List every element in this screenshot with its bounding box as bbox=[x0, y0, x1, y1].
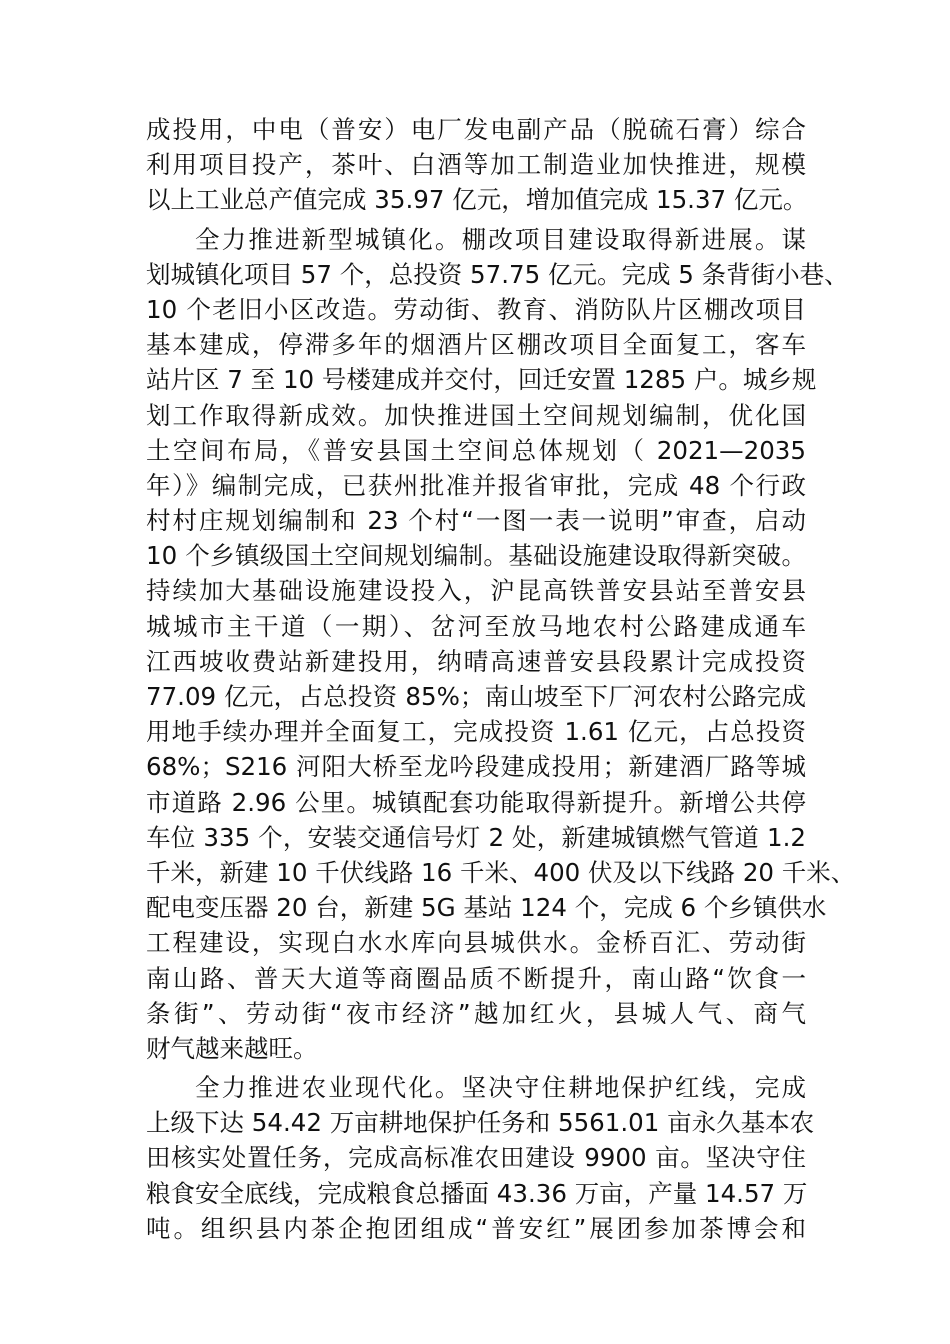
text-line: 土空间布局，《普安县国土空间总体规划（ 2021—2035 bbox=[146, 435, 806, 465]
text-line: 利用项目投产，茶叶、白酒等加工制造业加快推进，规模 bbox=[146, 150, 806, 180]
text-line: 全力推进新型城镇化。棚改项目建设取得新进展。谋 bbox=[195, 224, 806, 254]
text-line: 上级下达 54.42 万亩耕地保护任务和 5561.01 亩永久基本农 bbox=[146, 1108, 815, 1138]
text-line: 站片区 7 至 10 号楼建成并交付，回迁安置 1285 户。城乡规 bbox=[146, 365, 817, 395]
text-line: 条街”、劳动街“夜市经济”越加红火，县城人气、商气 bbox=[146, 998, 806, 1028]
paragraph-urbanization bbox=[146, 222, 856, 1067]
text-line: 田核实处置任务，完成高标准农田建设 9900 亩。坚决守住 bbox=[146, 1143, 806, 1173]
text-line: 划城镇化项目 57 个，总投资 57.75 亿元。完成 5 条背街小巷、 bbox=[146, 259, 849, 289]
text-line: 千米，新建 10 千伏线路 16 千米、400 伏及以下线路 20 千米、 bbox=[146, 857, 856, 887]
text-line: 基本建成，停滞多年的烟酒片区棚改项目全面复工，客车 bbox=[146, 330, 806, 360]
text-line: 68%；S216 河阳大桥至龙吟段建成投用；新建酒厂路等城 bbox=[146, 752, 806, 782]
text-line: 南山路、普天大道等商圈品质不断提升，南山路“饮食一 bbox=[146, 963, 806, 993]
paragraph-agriculture bbox=[146, 1070, 815, 1246]
text-line: 划工作取得新成效。加快推进国土空间规划编制，优化国 bbox=[146, 400, 806, 430]
text-line: 市道路 2.96 公里。城镇配套功能取得新提升。新增公共停 bbox=[146, 787, 806, 817]
text-line: 持续加大基础设施建设投入，沪昆高铁普安县站至普安县 bbox=[146, 576, 806, 606]
text-line: 城城市主干道（一期）、岔河至放马地农村公路建成通车 bbox=[146, 611, 806, 641]
text-line: 工程建设，实现白水水库向县城供水。金桥百汇、劳动街 bbox=[146, 928, 806, 958]
text-line: 10 个老旧小区改造。劳动街、教育、消防队片区棚改项目 bbox=[146, 294, 806, 324]
text-line: 77.09 亿元，占总投资 85%；南山坡至下厂河农村公路完成 bbox=[146, 682, 806, 711]
text-line: 村村庄规划编制和 23 个村“一图一表一说明”审查，启动 bbox=[146, 506, 806, 536]
text-line: 年）》编制完成，已获州批准并报省审批，完成 48 个行政 bbox=[146, 470, 806, 500]
text-line: 粮食安全底线，完成粮食总播面 43.36 万亩，产量 14.57 万 bbox=[146, 1178, 808, 1208]
text-line: 成投用，中电（普安）电厂发电副产品（脱硫石膏）综合 bbox=[146, 115, 806, 144]
paragraph-industry bbox=[146, 112, 806, 218]
text-line: 全力推进农业现代化。坚决守住耕地保护红线，完成 bbox=[195, 1073, 806, 1103]
text-line: 以上工业总产值完成 35.97 亿元，增加值完成 15.37 亿元。 bbox=[146, 185, 808, 215]
text-line: 车位 335 个，安装交通信号灯 2 处，新建城镇燃气管道 1.2 bbox=[146, 822, 806, 852]
text-line: 10 个乡镇级国土空间规划编制。基础设施建设取得新突破。 bbox=[146, 541, 806, 571]
text-line: 江西坡收费站新建投用，纳晴高速普安县段累计完成投资 bbox=[146, 646, 806, 676]
text-line: 配电变压器 20 台，新建 5G 基站 124 个，完成 6 个乡镇供水 bbox=[146, 893, 827, 923]
text-line: 用地手续办理并全面复工，完成投资 1.61 亿元，占总投资 bbox=[146, 717, 806, 747]
text-line: 吨。组织县内茶企抱团组成“普安红”展团参加茶博会和 bbox=[146, 1213, 806, 1243]
text-line: 财气越来越旺。 bbox=[146, 1033, 318, 1063]
document-body bbox=[146, 112, 856, 1246]
